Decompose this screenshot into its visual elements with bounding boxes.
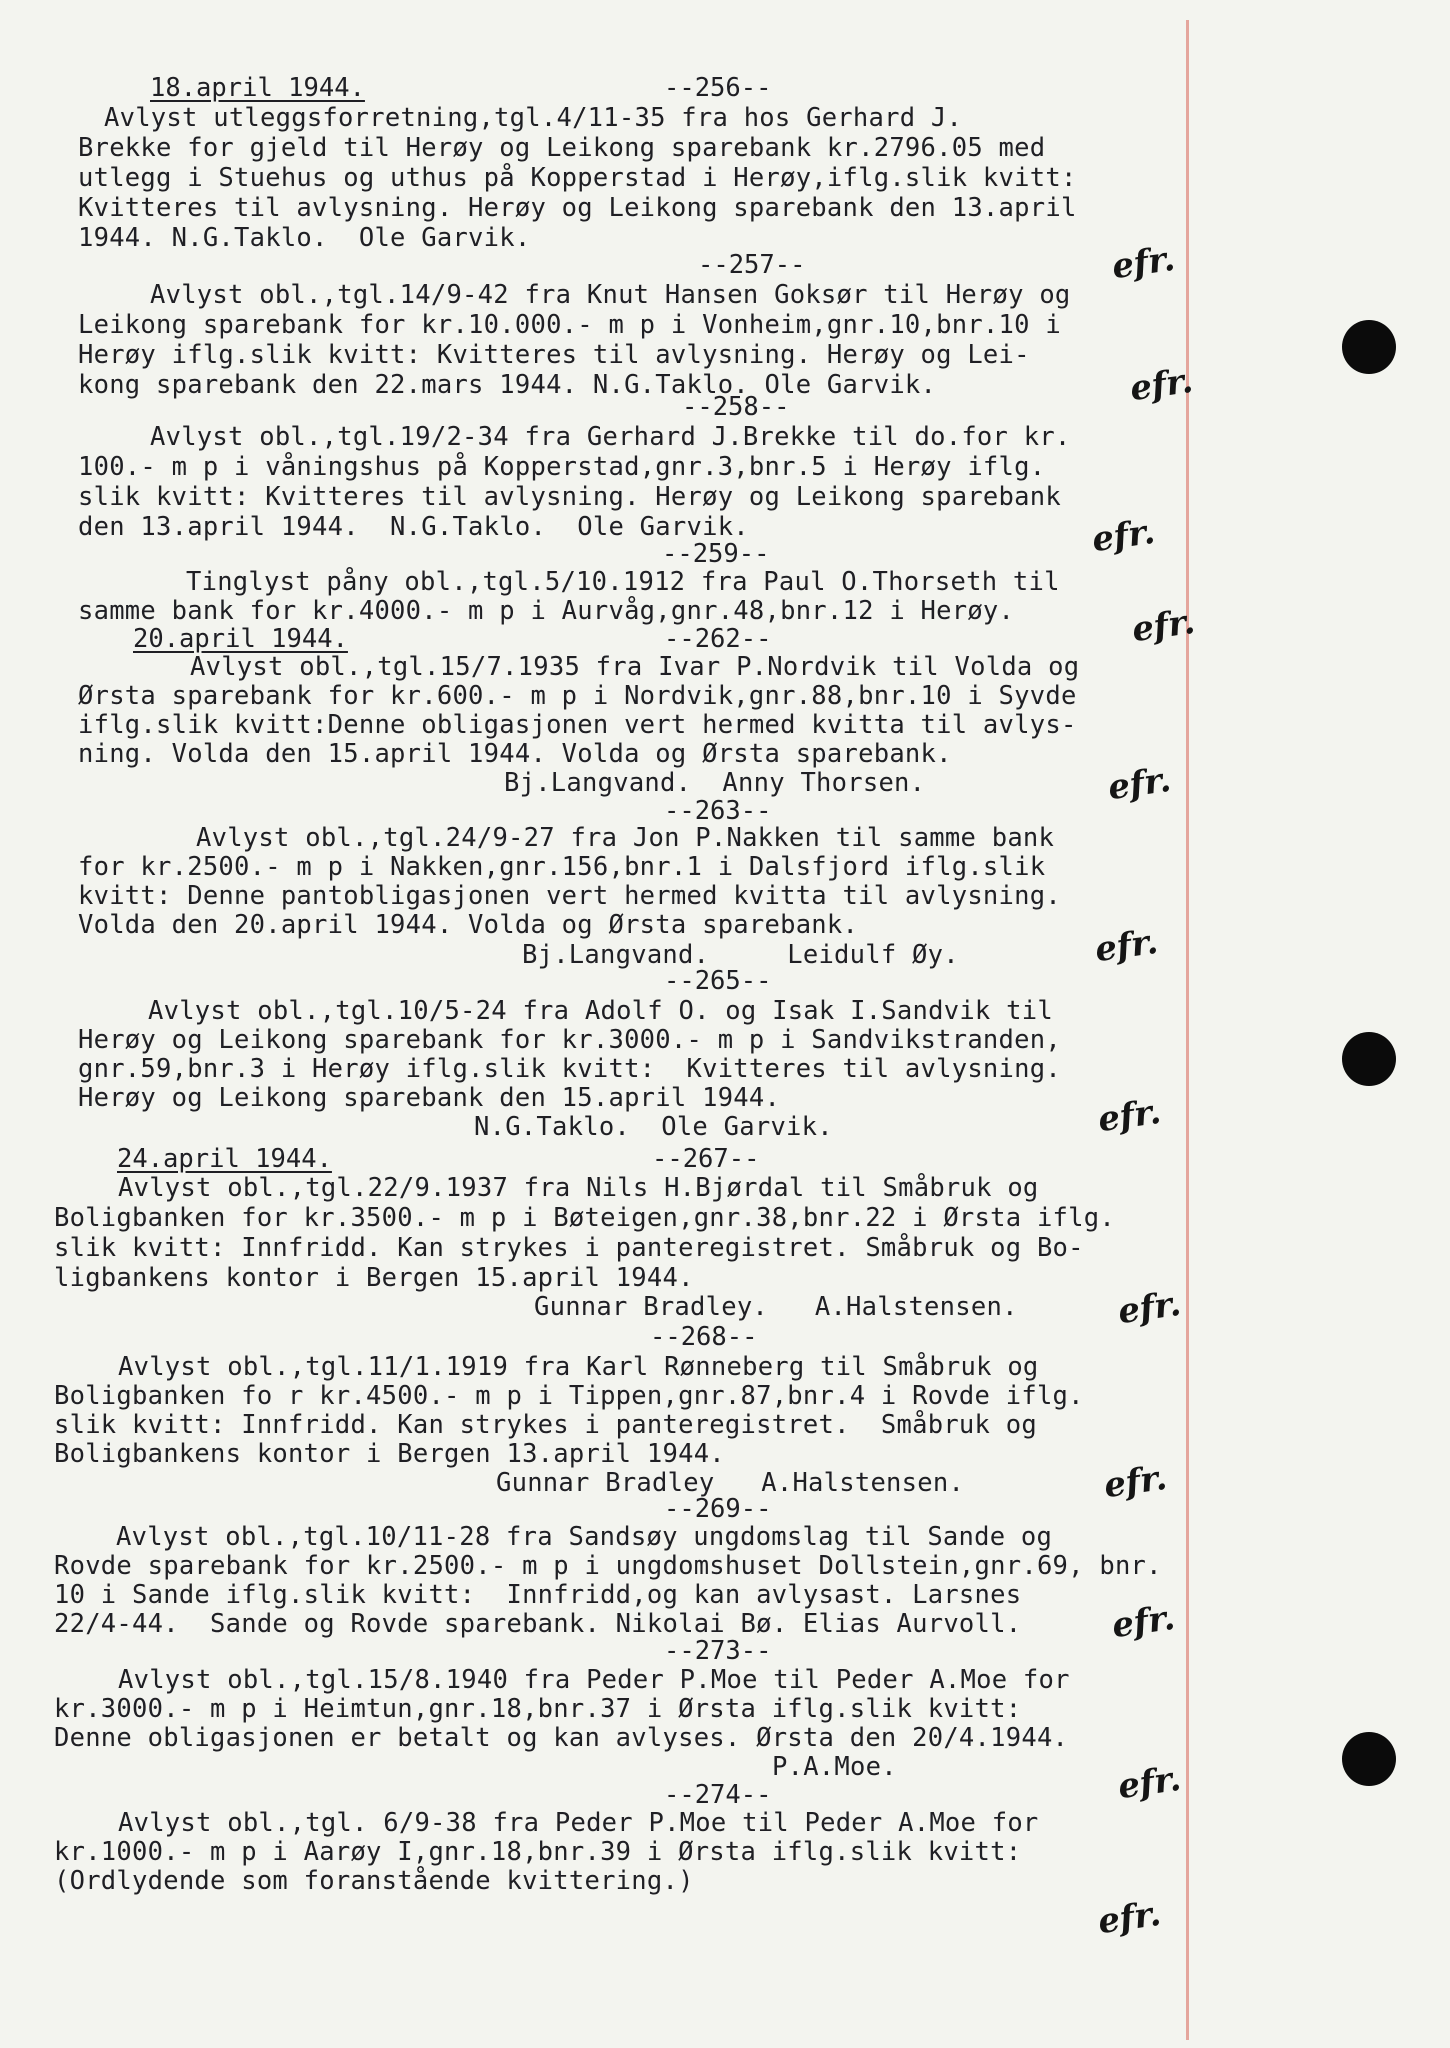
entry-number: --263-- [664, 796, 772, 826]
entry-line: Avlyst obl.,tgl.10/5-24 fra Adolf O. og Isak I.Sandvik til [148, 996, 1053, 1026]
entry-number: --257-- [698, 250, 806, 280]
entry-line: Herøy og Leikong sparebank for kr.3000.- m p i Sandvikstranden, [78, 1025, 1061, 1055]
margin-mark: efr. [1109, 1597, 1178, 1647]
margin-mark: efr. [1129, 601, 1198, 651]
entry-line: Avlyst obl.,tgl.11/1.1919 fra Karl Rønneberg til Småbruk og [118, 1352, 1039, 1382]
margin-mark: efr. [1095, 1091, 1164, 1141]
margin-mark: efr. [1115, 1283, 1184, 1333]
entry-number: --268-- [650, 1322, 758, 1352]
margin-mark: efr. [1092, 921, 1161, 971]
entry-line: iflg.slik kvitt:Denne obligasjonen vert hermed kvitta til avlys- [78, 710, 1077, 740]
entry-line: Gunnar Bradley. A.Halstensen. [534, 1292, 1018, 1322]
entry-line: Denne obligasjonen er betalt og kan avlyses. Ørsta den 20/4.1944. [54, 1723, 1069, 1753]
entry-line: for kr.2500.- m p i Nakken,gnr.156,bnr.1 i Dalsfjord iflg.slik [78, 852, 1046, 882]
entry-line: Boligbanken fo r kr.4500.- m p i Tippen,gnr.87,bnr.4 i Rovde iflg. [54, 1381, 1084, 1411]
entry-line: kvitt: Denne pantobligasjonen vert hermed kvitta til avlysning. [78, 881, 1061, 911]
entry-number: --262-- [664, 624, 772, 654]
margin-mark: efr. [1127, 360, 1196, 410]
entry-line: P.A.Moe. [772, 1752, 897, 1782]
entry-number: --273-- [664, 1636, 772, 1666]
entry-line: Bj.Langvand. Leidulf Øy. [522, 940, 959, 970]
entry-line: gnr.59,bnr.3 i Herøy iflg.slik kvitt: Kvitteres til avlysning. [78, 1054, 1061, 1084]
entry-line: Bj.Langvand. Anny Thorsen. [504, 768, 926, 798]
entry-line: ning. Volda den 15.april 1944. Volda og Ørsta sparebank. [78, 739, 952, 769]
margin-mark: efr. [1109, 238, 1178, 288]
entry-line: Avlyst obl.,tgl.19/2-34 fra Gerhard J.Brekke til do.for kr. [150, 422, 1071, 452]
entry-line: Kvitteres til avlysning. Herøy og Leikong sparebank den 13.april [78, 193, 1077, 223]
entry-line: N.G.Taklo. Ole Garvik. [474, 1112, 833, 1142]
entry-line: den 13.april 1944. N.G.Taklo. Ole Garvik. [78, 512, 749, 542]
entry-line: Avlyst obl.,tgl.22/9.1937 fra Nils H.Bjørdal til Småbruk og [118, 1173, 1039, 1203]
entry-line: Brekke for gjeld til Herøy og Leikong sparebank kr.2796.05 med [78, 133, 1046, 163]
entry-line: 10 i Sande iflg.slik kvitt: Innfridd,og kan avlysast. Larsnes [54, 1580, 1022, 1610]
entry-line: Avlyst obl.,tgl.15/7.1935 fra Ivar P.Nordvik til Volda og [190, 652, 1080, 682]
section-date: 20.april 1944. [133, 624, 348, 654]
entry-number: --274-- [664, 1780, 772, 1810]
entry-line: Boligbankens kontor i Bergen 13.april 1944. [54, 1439, 725, 1469]
entry-line: 22/4-44. Sande og Rovde sparebank. Nikolai Bø. Elias Aurvoll. [54, 1609, 1022, 1639]
entry-line: Herøy og Leikong sparebank den 15.april 1944. [78, 1083, 781, 1113]
entry-number: --267-- [652, 1144, 760, 1174]
entry-line: utlegg i Stuehus og uthus på Kopperstad i Herøy,iflg.slik kvitt: [78, 163, 1077, 193]
entry-line: Avlyst obl.,tgl.24/9-27 fra Jon P.Nakken til samme bank [196, 823, 1055, 853]
entry-line: Ørsta sparebank for kr.600.- m p i Nordvik,gnr.88,bnr.10 i Syvde [78, 681, 1077, 711]
margin-mark: efr. [1095, 1893, 1164, 1943]
entry-line: Gunnar Bradley A.Halstensen. [496, 1468, 965, 1498]
margin-mark: efr. [1089, 511, 1158, 561]
entry-line: Avlyst obl.,tgl.14/9-42 fra Knut Hansen Goksør til Herøy og [150, 280, 1071, 310]
section-date: 18.april 1944. [150, 73, 365, 103]
entry-line: kr.1000.- m p i Aarøy I,gnr.18,bnr.39 i Ørsta iflg.slik kvitt: [54, 1837, 1022, 1867]
entry-line: Herøy iflg.slik kvitt: Kvitteres til avlysning. Herøy og Lei- [78, 340, 1030, 370]
entry-number: --256-- [664, 73, 772, 103]
entry-line: kr.3000.- m p i Heimtun,gnr.18,bnr.37 i Ørsta iflg.slik kvitt: [54, 1694, 1022, 1724]
entry-line: slik kvitt: Innfridd. Kan strykes i panteregistret. Småbruk og [54, 1410, 1037, 1440]
margin-mark: efr. [1101, 1457, 1170, 1507]
entry-line: Avlyst obl.,tgl. 6/9-38 fra Peder P.Moe til Peder A.Moe for [118, 1808, 1039, 1838]
entry-number: --258-- [682, 392, 790, 422]
punch-hole [1342, 1032, 1396, 1086]
entry-line: slik kvitt: Innfridd. Kan strykes i panteregistret. Småbruk og Bo- [54, 1233, 1084, 1263]
entry-number: --269-- [664, 1494, 772, 1524]
entry-line: Volda den 20.april 1944. Volda og Ørsta sparebank. [78, 910, 859, 940]
entry-number: --259-- [662, 539, 770, 569]
punch-hole [1342, 320, 1396, 374]
margin-mark: efr. [1115, 1758, 1184, 1808]
entry-line: Rovde sparebank for kr.2500.- m p i ungdomshuset Dollstein,gnr.69, bnr. [54, 1551, 1162, 1581]
entry-line: kong sparebank den 22.mars 1944. N.G.Taklo. Ole Garvik. [78, 370, 937, 400]
section-date: 24.april 1944. [117, 1144, 332, 1174]
entry-line: 100.- m p i våningshus på Kopperstad,gnr.3,bnr.5 i Herøy iflg. [78, 452, 1046, 482]
entry-line: samme bank for kr.4000.- m p i Aurvåg,gnr.48,bnr.12 i Herøy. [78, 596, 1015, 626]
entry-line: slik kvitt: Kvitteres til avlysning. Herøy og Leikong sparebank [78, 482, 1061, 512]
entry-number: --265-- [664, 966, 772, 996]
entry-line: 1944. N.G.Taklo. Ole Garvik. [78, 223, 531, 253]
entry-line: Boligbanken for kr.3500.- m p i Bøteigen,gnr.38,bnr.22 i Ørsta iflg. [54, 1203, 1115, 1233]
punch-hole [1342, 1732, 1396, 1786]
entry-line: (Ordlydende som foranstående kvittering.) [54, 1866, 694, 1896]
margin-mark: efr. [1105, 759, 1174, 809]
entry-line: Avlyst obl.,tgl.10/11-28 fra Sandsøy ungdomslag til Sande og [116, 1522, 1053, 1552]
entry-line: Tinglyst påny obl.,tgl.5/10.1912 fra Paul O.Thorseth til [186, 567, 1060, 597]
entry-line: Avlyst obl.,tgl.15/8.1940 fra Peder P.Moe til Peder A.Moe for [118, 1665, 1070, 1695]
entry-line: Avlyst utleggsforretning,tgl.4/11-35 fra hos Gerhard J. [104, 103, 963, 133]
entry-line: Leikong sparebank for kr.10.000.- m p i Vonheim,gnr.10,bnr.10 i [78, 310, 1061, 340]
entry-line: ligbankens kontor i Bergen 15.april 1944. [54, 1263, 694, 1293]
red-margin-rule [1186, 20, 1189, 2040]
